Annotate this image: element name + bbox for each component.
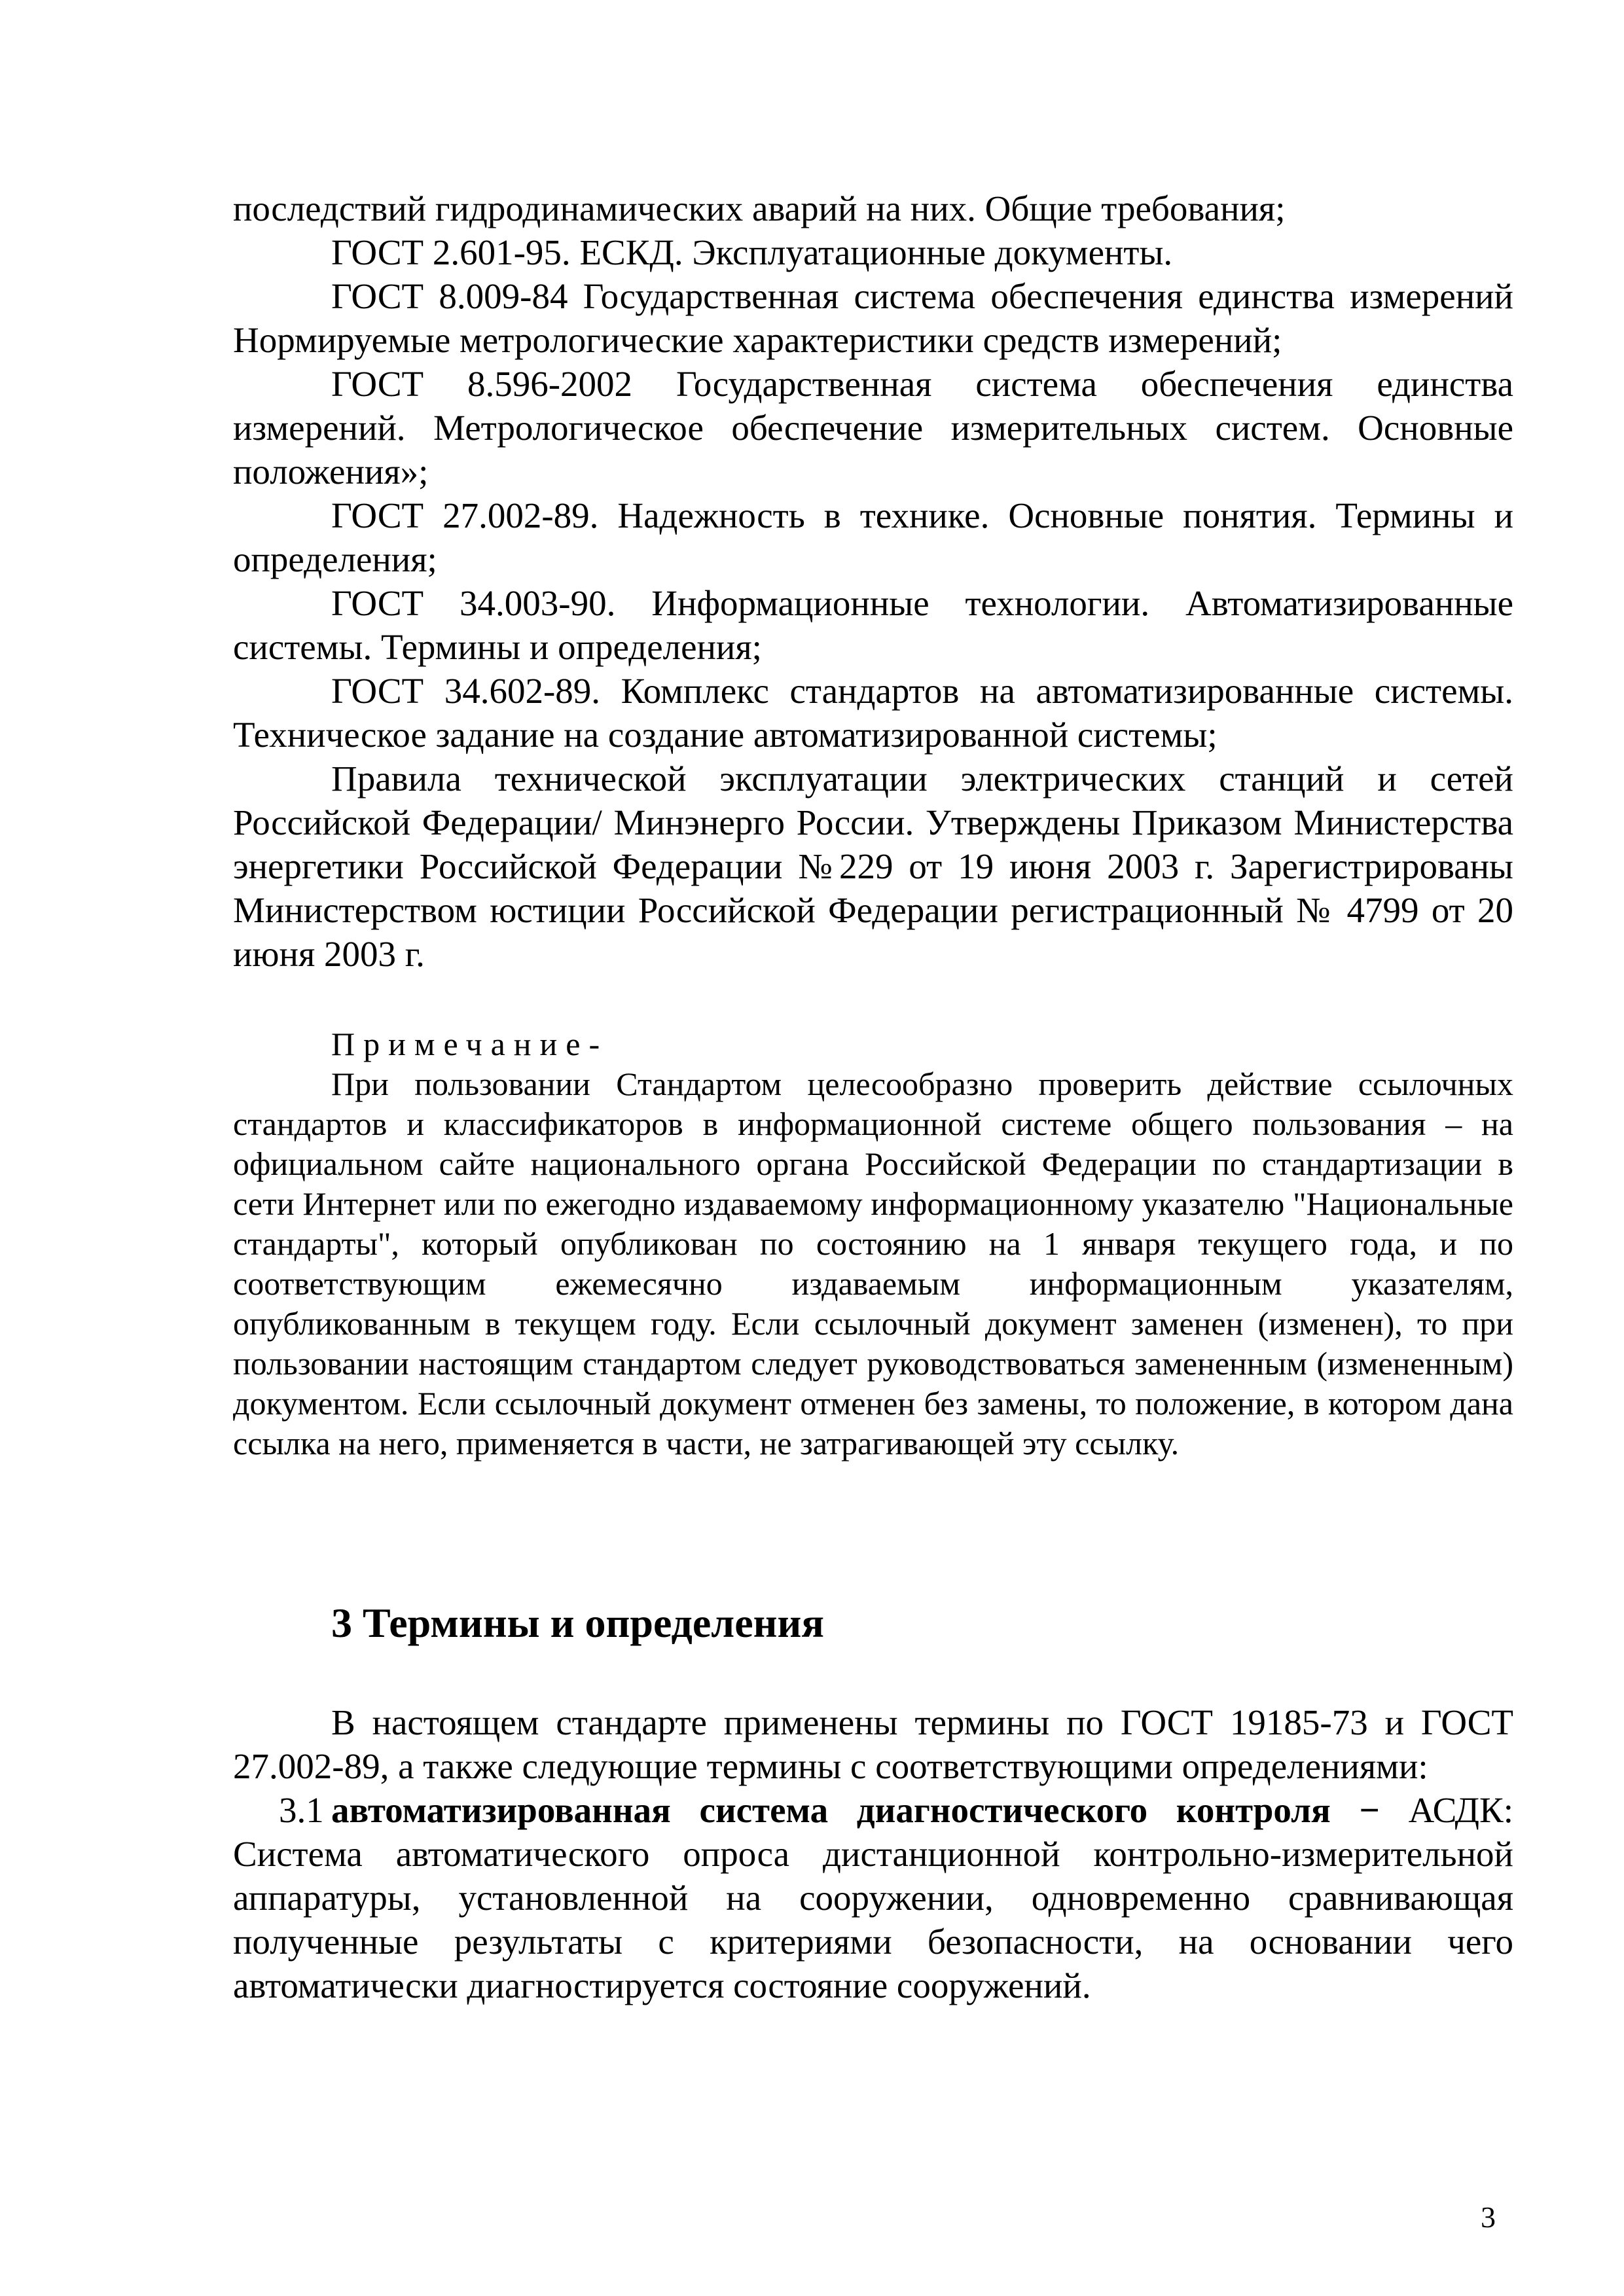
term-definition: АСДК: Система автоматического опроса дистанционной контрольно-измерительной аппаратуры, установленной на сооружении, одновременно сравнивающая полученные результаты с критериями безопасности, на основании чего автоматически диагностируется состояние сооружений. xyxy=(233,1790,1514,2005)
section-intro: В настоящем стандарте применены термины по ГОСТ 19185-73 и ГОСТ 27.002-89, а также следующие термины с соответствующими определениями: xyxy=(233,1702,1513,1786)
reference-item: последствий гидродинамических аварий на них. Общие требования; xyxy=(233,188,1286,228)
note-block xyxy=(233,1024,1513,1463)
term-entry xyxy=(233,1788,1513,2007)
terms-section xyxy=(233,1700,1513,2007)
section-heading: 3 Термины и определения xyxy=(331,1600,824,1646)
reference-item: ГОСТ 8.596-2002 Государственная система обеспечения единства измерений. Метрологическое обеспечение измерительных систем. Основные положения»; xyxy=(233,364,1513,492)
note-title: Примечание- xyxy=(331,1026,609,1062)
term-number: 3.1 xyxy=(279,1790,324,1830)
note-text: При пользовании Стандартом целесообразно проверить действие ссылочных стандартов и классификаторов в информационной системе общего пользования – на официальном сайте национального органа Российской Федерации по стандартизации в сети Интернет или по ежегодно издаваемому информационному указателю "Национальные стандарты", который опубликован по состоянию на 1 января текущего года, и по соответствующим ежемесячно издаваемым информационным указателям, опубликованным в текущем году. Если ссылочный документ заменен (изменен), то при пользовании настоящим стандартом следует руководствоваться замененным (измененным) документом. Если ссылочный документ отменен без замены, то положение, в котором дана ссылка на него, применяется в части, не затрагивающей эту ссылку. xyxy=(233,1066,1513,1462)
reference-item: ГОСТ 34.003-90. Информационные технологии. Автоматизированные системы. Термины и определения; xyxy=(233,583,1513,667)
reference-item: ГОСТ 27.002-89. Надежность в технике. Основные понятия. Термины и определения; xyxy=(233,495,1513,579)
reference-item: Правила технической эксплуатации электрических станций и сетей Российской Федерации/ Минэнерго России. Утверждены Приказом Министерства энергетики Российской Федерации №229 от 19 июня 2003 г. Зарегистрированы Министерством юстиции Российской Федерации регистрационный № 4799 от 20 июня 2003 г. xyxy=(233,759,1513,974)
reference-item: ГОСТ 34.602-89. Комплекс стандартов на автоматизированные системы. Техническое задание на создание автоматизированной системы; xyxy=(233,671,1513,755)
normative-references xyxy=(233,187,1513,976)
term-name: автоматизированная система диагностического контроля − xyxy=(331,1790,1380,1830)
page-number: 3 xyxy=(1481,2200,1496,2234)
reference-item: ГОСТ 2.601-95. ЕСКД. Эксплуатационные документы. xyxy=(331,232,1173,272)
reference-item: ГОСТ 8.009-84 Государственная система обеспечения единства измерений Нормируемые метрологические характеристики средств измерений; xyxy=(233,276,1513,360)
